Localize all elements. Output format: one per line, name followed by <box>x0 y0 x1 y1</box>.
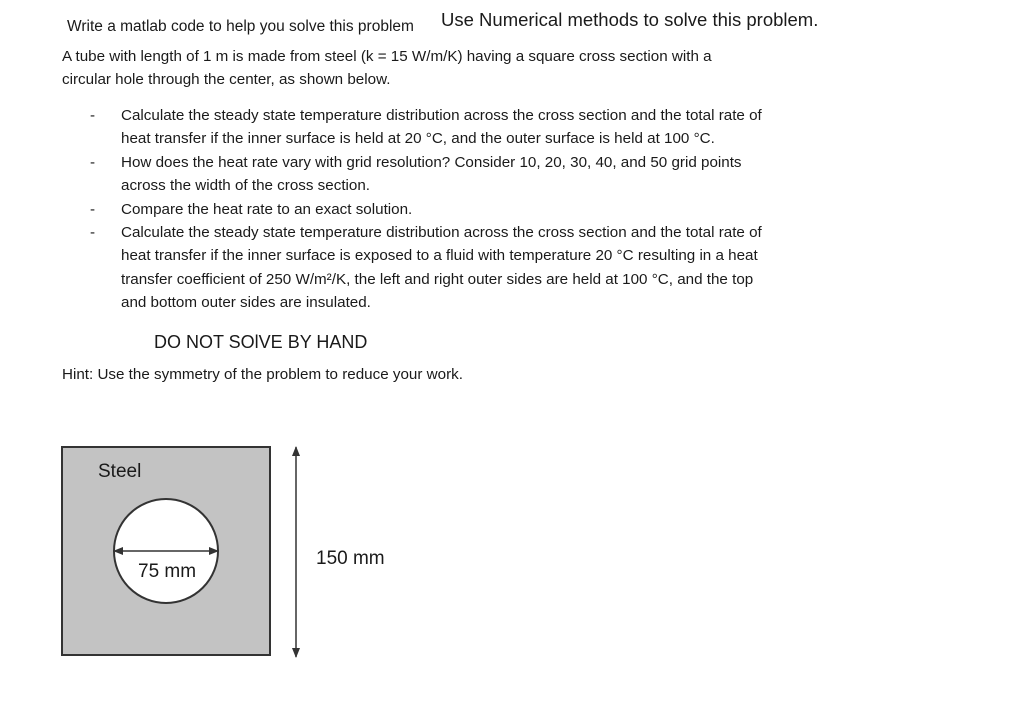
task-line: heat transfer if the inner surface is exposed to a fluid with temperature 20 °C resulting in a heat <box>121 247 758 265</box>
problem-intro-line: circular hole through the center, as shown below. <box>62 71 391 88</box>
side-length-label: 150 mm <box>316 548 385 569</box>
task-line: - Calculate the steady state temperature distribution across the cross section and the total rate of <box>121 224 762 242</box>
hint-text: Hint: Use the symmetry of the problem to reduce your work. <box>62 366 463 383</box>
task-line: and bottom outer sides are insulated. <box>121 294 371 312</box>
task-line: - Calculate the steady state temperature distribution across the cross section and the total rate of <box>121 107 762 124</box>
task-line: transfer coefficient of 250 W/m²/K, the left and right outer sides are held at 100 °C, and the top <box>121 270 754 288</box>
task-list <box>90 104 850 315</box>
numerical-instruction: Use Numerical methods to solve this problem. <box>441 9 819 30</box>
steel-label: Steel <box>98 461 142 482</box>
task-item <box>90 151 850 198</box>
cross-section-figure <box>50 435 410 670</box>
task-line: heat transfer if the inner surface is held at 20 °C, and the outer surface is held at 100 °C. <box>121 130 715 148</box>
problem-intro <box>62 45 802 91</box>
problem-intro-line: A tube with length of 1 m is made from steel (k = 15 W/m/K) having a square cross section with a <box>62 48 712 65</box>
task-item <box>90 104 850 151</box>
task-item <box>90 198 850 221</box>
no-hand-note: DO NOT SOlVE BY HAND <box>154 332 368 352</box>
task-line: - Compare the heat rate to an exact solution. <box>121 200 413 218</box>
hole-diameter-label: 75 mm <box>138 561 197 582</box>
task-line: across the width of the cross section. <box>121 177 371 195</box>
task-item <box>90 221 850 315</box>
task-line: - How does the heat rate vary with grid resolution? Consider 10, 20, 30, 40, and 50 grid points <box>121 153 742 171</box>
matlab-instruction: Write a matlab code to help you solve this problem <box>67 18 414 35</box>
